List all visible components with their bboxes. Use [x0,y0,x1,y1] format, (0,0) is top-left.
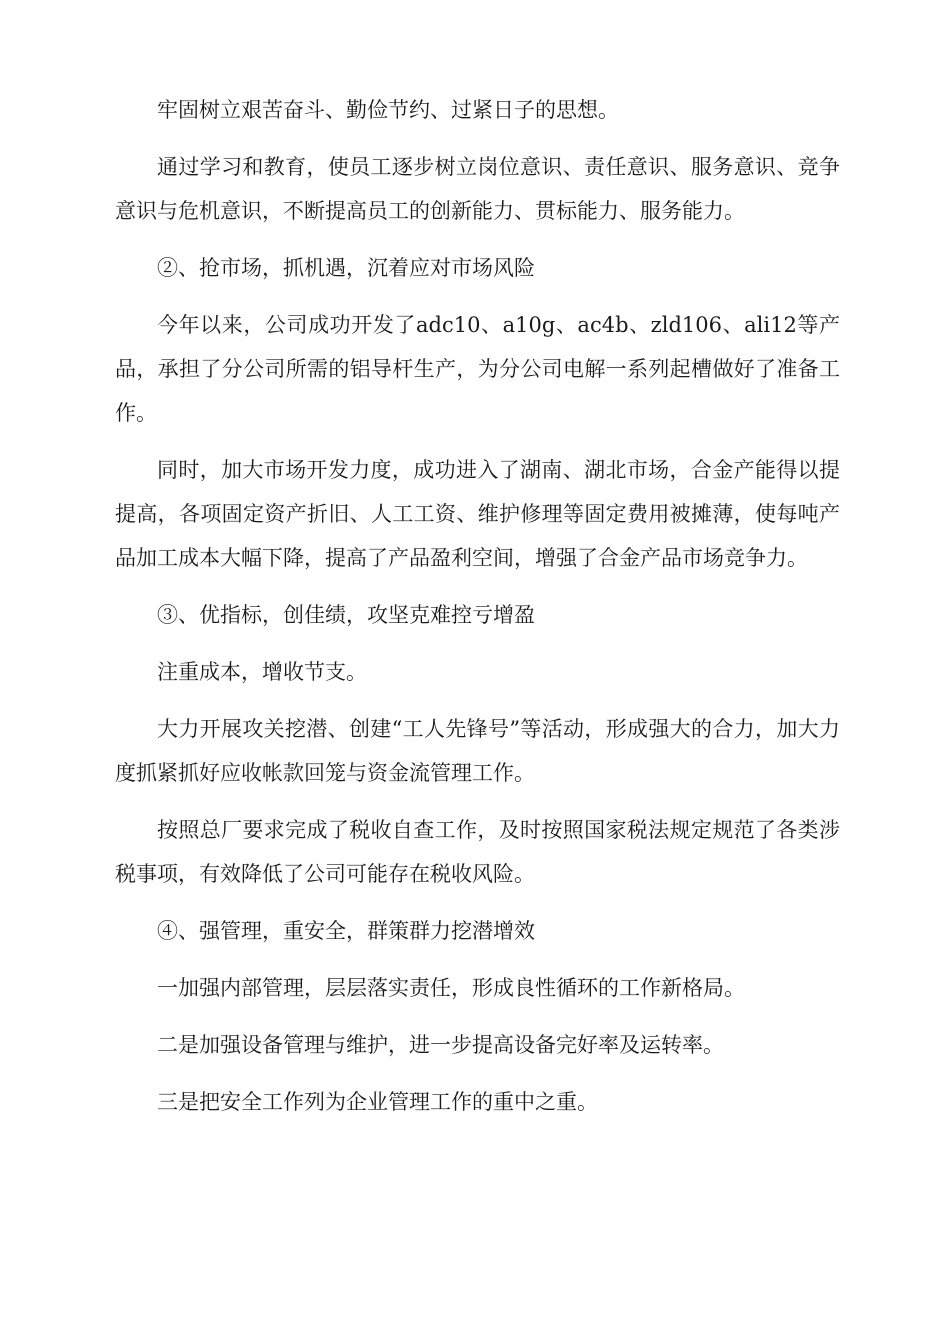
paragraph: 三是把安全工作列为企业管理工作的重中之重。 [157,1090,598,1114]
section-heading: ③、优指标，创佳绩，攻坚克难控亏增盈 [157,603,535,627]
paragraph: 二是加强设备管理与维护，进一步提高设备完好率及运转率。 [157,1033,724,1057]
document-body [115,88,840,1137]
section-heading: ④、强管理，重安全，群策群力挖潜增效 [157,919,535,943]
paragraph: 同时，加大市场开发力度，成功进入了湖南、湖北市场，合金产能得以提提高，各项固定资产折旧、人工工资、维护修理等固定费用被摊薄，使每吨产品加工成本大幅下降，提高了产品盈利空间，增强了合金产品市场竞争力。 [115,458,840,570]
paragraph: 注重成本，增收节支。 [157,660,367,684]
paragraph: 一加强内部管理，层层落实责任，形成良性循环的工作新格局。 [157,976,745,1000]
paragraph: 牢固树立艰苦奋斗、勤俭节约、过紧日子的思想。 [157,98,619,122]
paragraph: 按照总厂要求完成了税收自查工作，及时按照国家税法规定规范了各类涉税事项，有效降低了公司可能存在税收风险。 [115,818,840,886]
paragraph: 通过学习和教育，使员工逐步树立岗位意识、责任意识、服务意识、竞争意识与危机意识，不断提高员工的创新能力、贯标能力、服务能力。 [115,155,840,223]
paragraph: 大力开展攻关挖潜、创建“工人先锋号”等活动，形成强大的合力，加大力度抓紧抓好应收帐款回笼与资金流管理工作。 [115,717,840,785]
section-heading: ②、抢市场，抓机遇，沉着应对市场风险 [157,256,535,280]
paragraph: 今年以来，公司成功开发了adc10、a10g、ac4b、zld106、ali12等产品，承担了分公司所需的铝导杆生产，为分公司电解一系列起槽做好了准备工作。 [115,313,840,425]
